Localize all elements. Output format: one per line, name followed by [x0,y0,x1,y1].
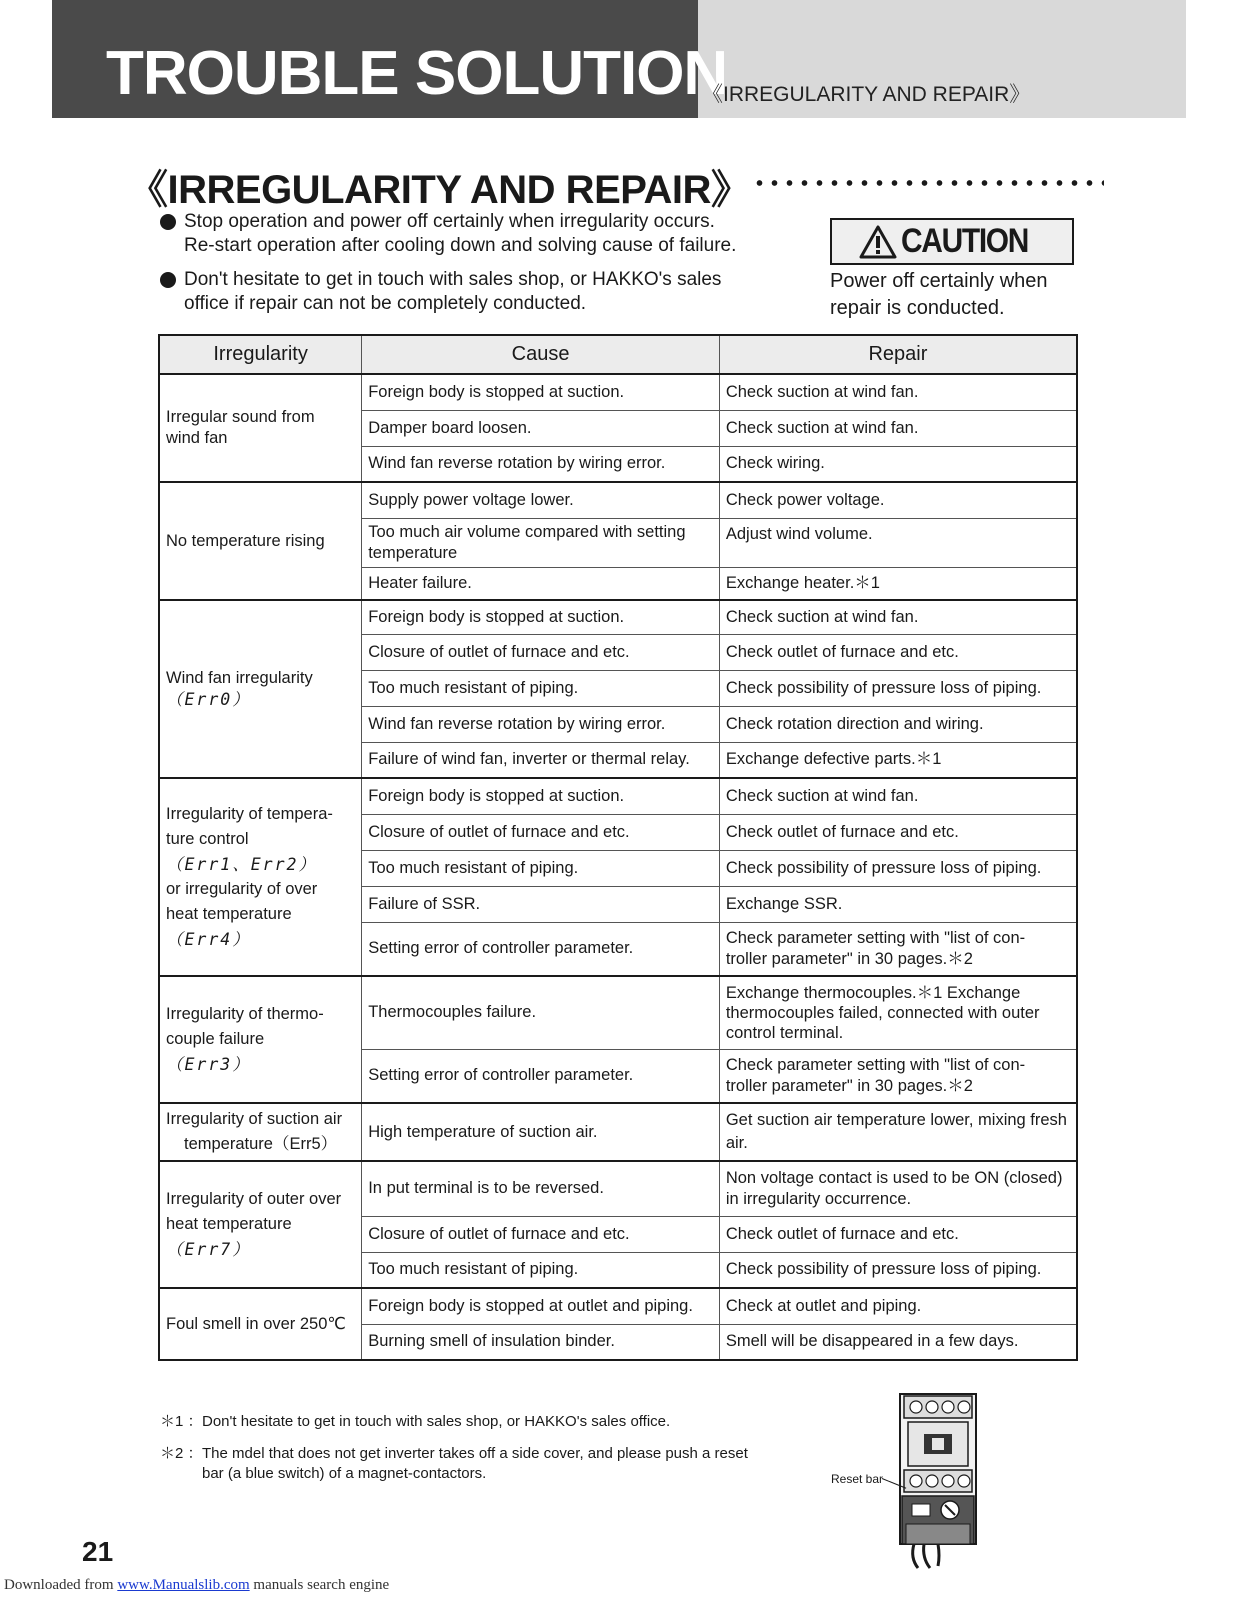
reset-bar-label: Reset bar [831,1472,884,1486]
cause-cell: Failure of SSR. [362,886,720,922]
irregularity-cell: Irregular sound from wind fan [159,374,362,482]
caution-label: CAUTION [900,222,1028,260]
cause-cell: Setting error of controller parameter. [362,1049,720,1103]
table-row [159,482,1077,518]
repair-cell: Check outlet of furnace and etc. [719,634,1077,670]
cause-cell: Damper board loosen. [362,410,720,446]
footnote-1: ＊1 ： Don't hesitate to get in touch with sales shop, or HAKKO's sales office. [160,1413,671,1430]
header-cause: Cause [362,335,720,374]
table-row [159,778,1077,814]
irregularity-cell: Irregularity of thermo- couple failure （Err3） [159,976,362,1103]
irregularity-cell: Irregularity of outer over heat temperature （Err7） [159,1161,362,1288]
repair-cell: Check wiring. [719,446,1077,482]
cause-cell: Burning smell of insulation binder. [362,1324,720,1360]
repair-cell: Check outlet of furnace and etc. [719,1216,1077,1252]
page-title: TROUBLE SOLUTION [106,39,728,108]
repair-cell: Exchange thermocouples.＊1 Exchange thermocouples failed, connected with outer control terminal. [719,976,1077,1049]
table-row [159,1288,1077,1324]
cause-cell: Foreign body is stopped at suction. [362,778,720,814]
irregularity-cell: No temperature rising [159,482,362,600]
table-row [159,374,1077,410]
warning-triangle-icon [859,225,897,259]
repair-cell: Smell will be disappeared in a few days. [719,1324,1077,1360]
table-row [159,600,1077,634]
footnotes [160,1412,810,1496]
repair-cell: Check possibility of pressure loss of piping. [719,670,1077,706]
cause-cell: Too much air volume compared with setting temperature [362,518,720,567]
download-footer: Downloaded from www.Manualslib.com manuals search engine [4,1577,390,1593]
cause-cell: Foreign body is stopped at suction. [362,600,720,634]
dotted-leader [752,178,1104,188]
repair-cell: Adjust wind volume. [719,518,1077,567]
repair-cell: Check suction at wind fan. [719,410,1077,446]
cause-cell: Wind fan reverse rotation by wiring error. [362,446,720,482]
magnet-contactor-illustration [898,1392,978,1570]
cause-cell: Foreign body is stopped at outlet and piping. [362,1288,720,1324]
header-irregularity: Irregularity [159,335,362,374]
cause-cell: Setting error of controller parameter. [362,922,720,976]
repair-cell: Exchange defective parts.＊1 [719,742,1077,778]
repair-cell: Exchange heater.＊1 [719,567,1077,600]
repair-cell: Check parameter setting with "list of con- troller parameter" in 30 pages.＊2 [719,1049,1077,1103]
cause-cell: Closure of outlet of furnace and etc. [362,814,720,850]
bullet-dot-icon [160,272,176,288]
header-banner [52,0,1186,118]
repair-cell: Get suction air temperature lower, mixing fresh air. [719,1103,1077,1161]
cause-cell: Thermocouples failure. [362,976,720,1049]
repair-cell: Non voltage contact is used to be ON (closed) in irregularity occurrence. [719,1161,1077,1216]
table-row [159,1103,1077,1161]
cause-cell: Supply power voltage lower. [362,482,720,518]
table-row [159,976,1077,1049]
cause-cell: High temperature of suction air. [362,1103,720,1161]
repair-cell: Check suction at wind fan. [719,600,1077,634]
repair-cell: Check suction at wind fan. [719,374,1077,410]
repair-cell: Check parameter setting with "list of con- troller parameter" in 30 pages.＊2 [719,922,1077,976]
cause-cell: Too much resistant of piping. [362,850,720,886]
cause-cell: Foreign body is stopped at suction. [362,374,720,410]
repair-cell: Check outlet of furnace and etc. [719,814,1077,850]
repair-cell: Check suction at wind fan. [719,778,1077,814]
irregularity-cell: Wind fan irregularity （Err0） [159,600,362,778]
irregularity-cell: Foul smell in over 250℃ [159,1288,362,1360]
instruction-item: Stop operation and power off certainly when irregularity occurs. Re-start operation after cooling down and solving cause of failure. [160,210,800,258]
trouble-table [158,334,1078,1361]
cause-cell: Too much resistant of piping. [362,1252,720,1288]
repair-cell: Check at outlet and piping. [719,1288,1077,1324]
table-header-row [159,335,1077,374]
cause-cell: Failure of wind fan, inverter or thermal relay. [362,742,720,778]
cause-cell: Wind fan reverse rotation by wiring error. [362,706,720,742]
table-row [159,1161,1077,1216]
repair-cell: Check possibility of pressure loss of piping. [719,850,1077,886]
instruction-item: Don't hesitate to get in touch with sales shop, or HAKKO's sales office if repair can not be completely conducted. [160,268,800,316]
irregularity-cell: Irregularity of suction air temperature（Err5） [159,1103,362,1161]
page-subtitle: 《IRREGULARITY AND REPAIR》 [702,83,1031,106]
repair-cell: Exchange SSR. [719,886,1077,922]
footnote-2: ＊2 ： The mdel that does not get inverter takes off a side cover, and please push a reset bar (a blue switch) of a magnet-contactors. [160,1445,748,1482]
repair-cell: Check possibility of pressure loss of piping. [719,1252,1077,1288]
section-title: 《IRREGULARITY AND REPAIR》 [128,168,751,212]
manualslib-link[interactable]: www.Manualslib.com [117,1577,250,1593]
page-number: 21 [82,1536,114,1567]
cause-cell: Closure of outlet of furnace and etc. [362,634,720,670]
instruction-list [160,210,800,326]
cause-cell: Closure of outlet of furnace and etc. [362,1216,720,1252]
repair-cell: Check power voltage. [719,482,1077,518]
cause-cell: In put terminal is to be reversed. [362,1161,720,1216]
repair-cell: Check rotation direction and wiring. [719,706,1077,742]
header-repair: Repair [719,335,1077,374]
caution-badge [830,218,1074,265]
cause-cell: Too much resistant of piping. [362,670,720,706]
cause-cell: Heater failure. [362,567,720,600]
bullet-dot-icon [160,214,176,230]
caution-message: Power off certainly when repair is conducted. [830,270,1048,319]
irregularity-cell: Irregularity of tempera- ture control （Err1、Err2） or irregularity of over heat temperature （Err4） [159,778,362,976]
